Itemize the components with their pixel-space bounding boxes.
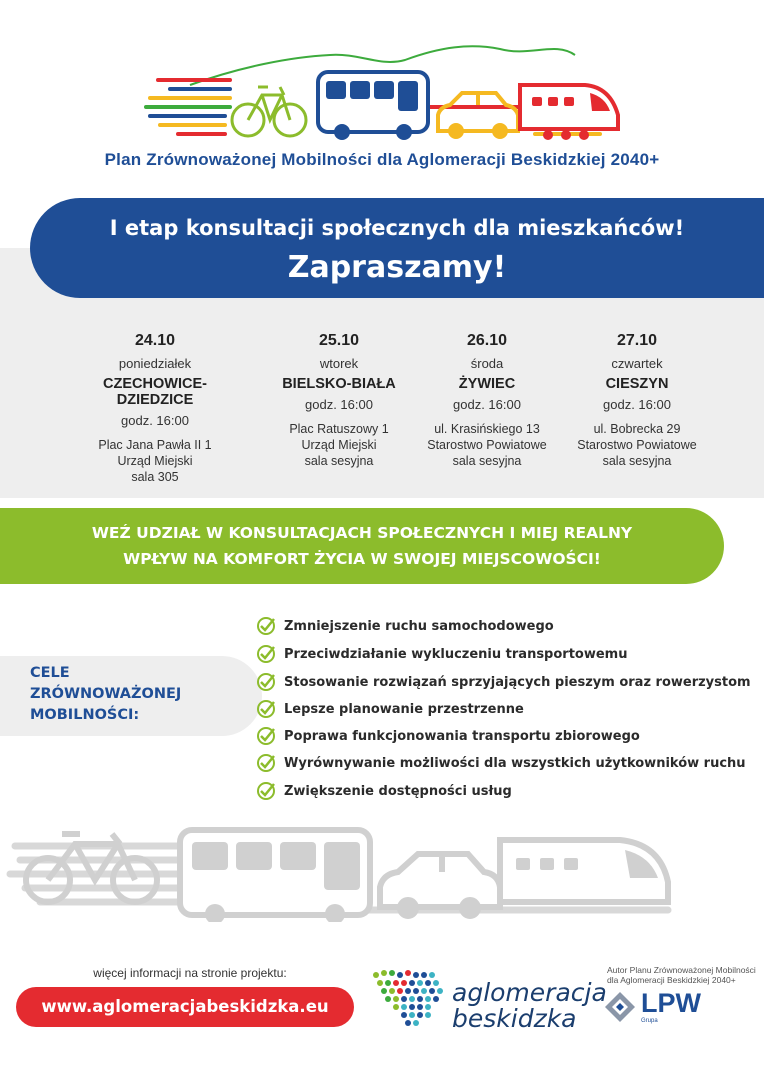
event-time: godz. 16:00 — [453, 397, 521, 412]
author-line: Autor Planu Zrównoważonej Mobilności — [607, 965, 756, 975]
goal-item — [256, 643, 627, 665]
check-icon — [256, 672, 276, 692]
cta-line: WEŹ UDZIAŁ W KONSULTACJACH SPOŁECZNYCH I MIEJ REALNY — [91, 524, 633, 542]
goal-text: Zmniejszenie ruchu samochodowego — [284, 618, 554, 634]
goal-item — [256, 698, 524, 720]
dots-mosaic-icon — [373, 970, 443, 1026]
event-city: CZECHOWICE-DZIEDZICE — [103, 376, 207, 408]
check-icon — [256, 726, 276, 746]
event-date: 25.10 — [318, 332, 360, 349]
consultation-banner — [30, 198, 764, 298]
goal-item — [256, 752, 746, 774]
event-card — [552, 332, 722, 469]
event-address — [402, 421, 572, 469]
event-city: ŻYWIEC — [458, 376, 516, 392]
address-line: Starostwo Powiatowe — [427, 438, 547, 452]
banner-heading: I etap konsultacji społecznych dla mieszkańców! — [109, 216, 685, 240]
goal-text: Zwiększenie dostępności usług — [284, 783, 512, 799]
banner-invite: Zapraszamy! — [287, 250, 507, 285]
goal-item — [256, 725, 640, 747]
event-card — [70, 332, 240, 485]
address-line: Starostwo Powiatowe — [577, 438, 697, 452]
goal-item — [256, 780, 512, 802]
hero-transport-illustration — [0, 35, 764, 155]
project-website-link[interactable]: www.aglomeracjabeskidzka.eu — [16, 987, 354, 1027]
event-day: czwartek — [611, 356, 663, 371]
address-line: sala sesyjna — [602, 454, 672, 468]
bike-icon — [232, 87, 306, 136]
check-icon — [256, 753, 276, 773]
event-time: godz. 16:00 — [121, 413, 189, 428]
call-to-action-banner — [0, 508, 724, 584]
gray-train-icon — [500, 840, 668, 902]
check-icon — [256, 781, 276, 801]
address-line: sala sesyjna — [304, 454, 374, 468]
more-info-label: więcej informacji na stronie projektu: — [93, 966, 287, 980]
goal-text: Wyrównywanie możliwości dla wszystkich użytkowników ruchu — [284, 755, 746, 771]
logo-text-line2: beskidzka — [452, 1004, 577, 1033]
event-card — [402, 332, 572, 469]
goals-heading-line: CELE — [30, 665, 70, 681]
event-date: 26.10 — [466, 332, 508, 349]
lpw-logo-text: LPW — [641, 988, 701, 1018]
lpw-logo-icon — [603, 990, 637, 1024]
goal-text: Przeciwdziałanie wykluczeniu transportowemu — [284, 646, 628, 662]
event-address — [254, 421, 424, 469]
event-city: CIESZYN — [605, 376, 669, 392]
address-line: ul. Bobrecka 29 — [593, 422, 681, 436]
event-time: godz. 16:00 — [305, 397, 373, 412]
author-line: dla Aglomeracji Beskidzkiej 2040+ — [607, 975, 736, 985]
goals-heading — [30, 663, 181, 726]
train-icon — [520, 85, 618, 140]
goals-heading-line: ZRÓWNOWAŻONEJ — [30, 686, 182, 702]
gray-car-icon — [380, 854, 500, 916]
cta-line: WPŁYW NA KOMFORT ŻYCIA W SWOJEJ MIEJSCOWOŚCI! — [123, 550, 601, 568]
event-address — [70, 437, 240, 485]
goal-text: Poprawa funkcjonowania transportu zbiorowego — [284, 728, 640, 744]
check-icon — [256, 644, 276, 664]
address-line: Urząd Miejski — [301, 438, 377, 452]
event-date: 27.10 — [616, 332, 658, 349]
event-date: 24.10 — [134, 332, 176, 349]
plan-author-note — [607, 965, 757, 985]
check-icon — [256, 616, 276, 636]
address-line: Plac Ratuszowy 1 — [289, 422, 389, 436]
address-line: sala sesyjna — [452, 454, 522, 468]
car-icon — [438, 93, 518, 137]
event-day: poniedziałek — [118, 356, 192, 371]
goal-text: Lepsze planowanie przestrzenne — [284, 701, 524, 717]
plan-title: Plan Zrównoważonej Mobilności dla Aglomeracji Beskidzkiej 2040+ — [104, 150, 660, 169]
goal-item — [256, 671, 751, 693]
gray-bus-icon — [180, 830, 370, 922]
goal-text: Stosowanie rozwiązań sprzyjających pieszym oraz rowerzystom — [284, 674, 751, 690]
address-line: Plac Jana Pawła II 1 — [98, 438, 212, 452]
address-line: ul. Krasińskiego 13 — [434, 422, 540, 436]
goal-item — [256, 615, 554, 637]
event-time: godz. 16:00 — [603, 397, 671, 412]
address-line: sala 305 — [131, 470, 179, 484]
bus-icon — [318, 72, 428, 140]
event-city: BIELSKO-BIAŁA — [282, 376, 396, 392]
event-day: wtorek — [319, 356, 359, 371]
event-card — [254, 332, 424, 469]
check-icon — [256, 699, 276, 719]
logo-text-line1: aglomeracja — [452, 978, 607, 1007]
vehicles-illustration — [0, 822, 764, 922]
address-line: Urząd Miejski — [117, 454, 193, 468]
event-address — [552, 421, 722, 469]
lpw-group-label: Grupa — [641, 1018, 658, 1024]
event-day: środa — [470, 356, 504, 371]
goals-heading-line: MOBILNOŚCI: — [30, 707, 140, 723]
